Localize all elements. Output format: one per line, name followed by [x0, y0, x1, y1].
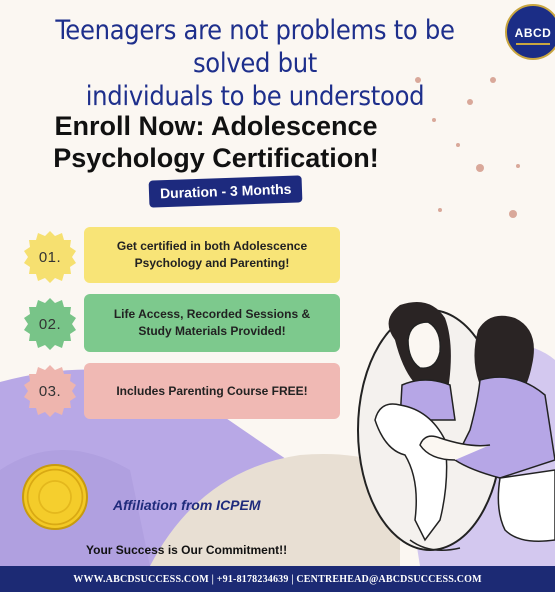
logo-text: ABCD [514, 25, 552, 40]
feature-3-line-1: Includes Parenting Course FREE! [116, 383, 308, 398]
enroll-heading [16, 110, 416, 174]
badge-03 [22, 363, 78, 419]
footer-contact-text: WWW.ABCDSUCCESS.COM | +91-8178234639 | CENTREHEAD@ABCDSUCCESS.COM [73, 573, 482, 585]
feature-card-3 [84, 363, 340, 419]
feature-2-line-1: Life Access, Recorded Sessions & [113, 307, 311, 321]
footer-contact-bar [0, 566, 555, 592]
commitment-text: Your Success is Our Commitment!! [86, 543, 288, 557]
two-teenagers-sitting-illustration [358, 302, 555, 550]
affiliation-text: Affiliation from ICPEM [113, 497, 261, 513]
enroll-line-2: Psychology Certification! [53, 143, 379, 173]
headline-quote [20, 14, 490, 113]
badge-02 [22, 296, 78, 352]
badge-01 [22, 229, 78, 285]
badge-number: 02. [38, 315, 62, 333]
headline-line-2: individuals to be understood [85, 81, 425, 112]
duration-badge: Duration - 3 Months [149, 175, 303, 207]
feature-1-line-1: Get certified in both Adolescence [116, 239, 308, 253]
enroll-line-1: Enroll Now: Adolescence [54, 111, 378, 141]
badge-number: 01. [38, 248, 62, 266]
feature-card-2 [84, 294, 340, 352]
headline-line-1: Teenagers are not problems to be solved but [55, 15, 455, 79]
feature-card-1 [84, 227, 340, 283]
badge-number: 03. [38, 382, 62, 400]
icpem-seal-logo [22, 464, 88, 530]
abcd-logo [505, 4, 555, 60]
feature-2-line-2: Study Materials Provided! [138, 324, 286, 338]
feature-1-line-2: Psychology and Parenting! [134, 256, 290, 270]
